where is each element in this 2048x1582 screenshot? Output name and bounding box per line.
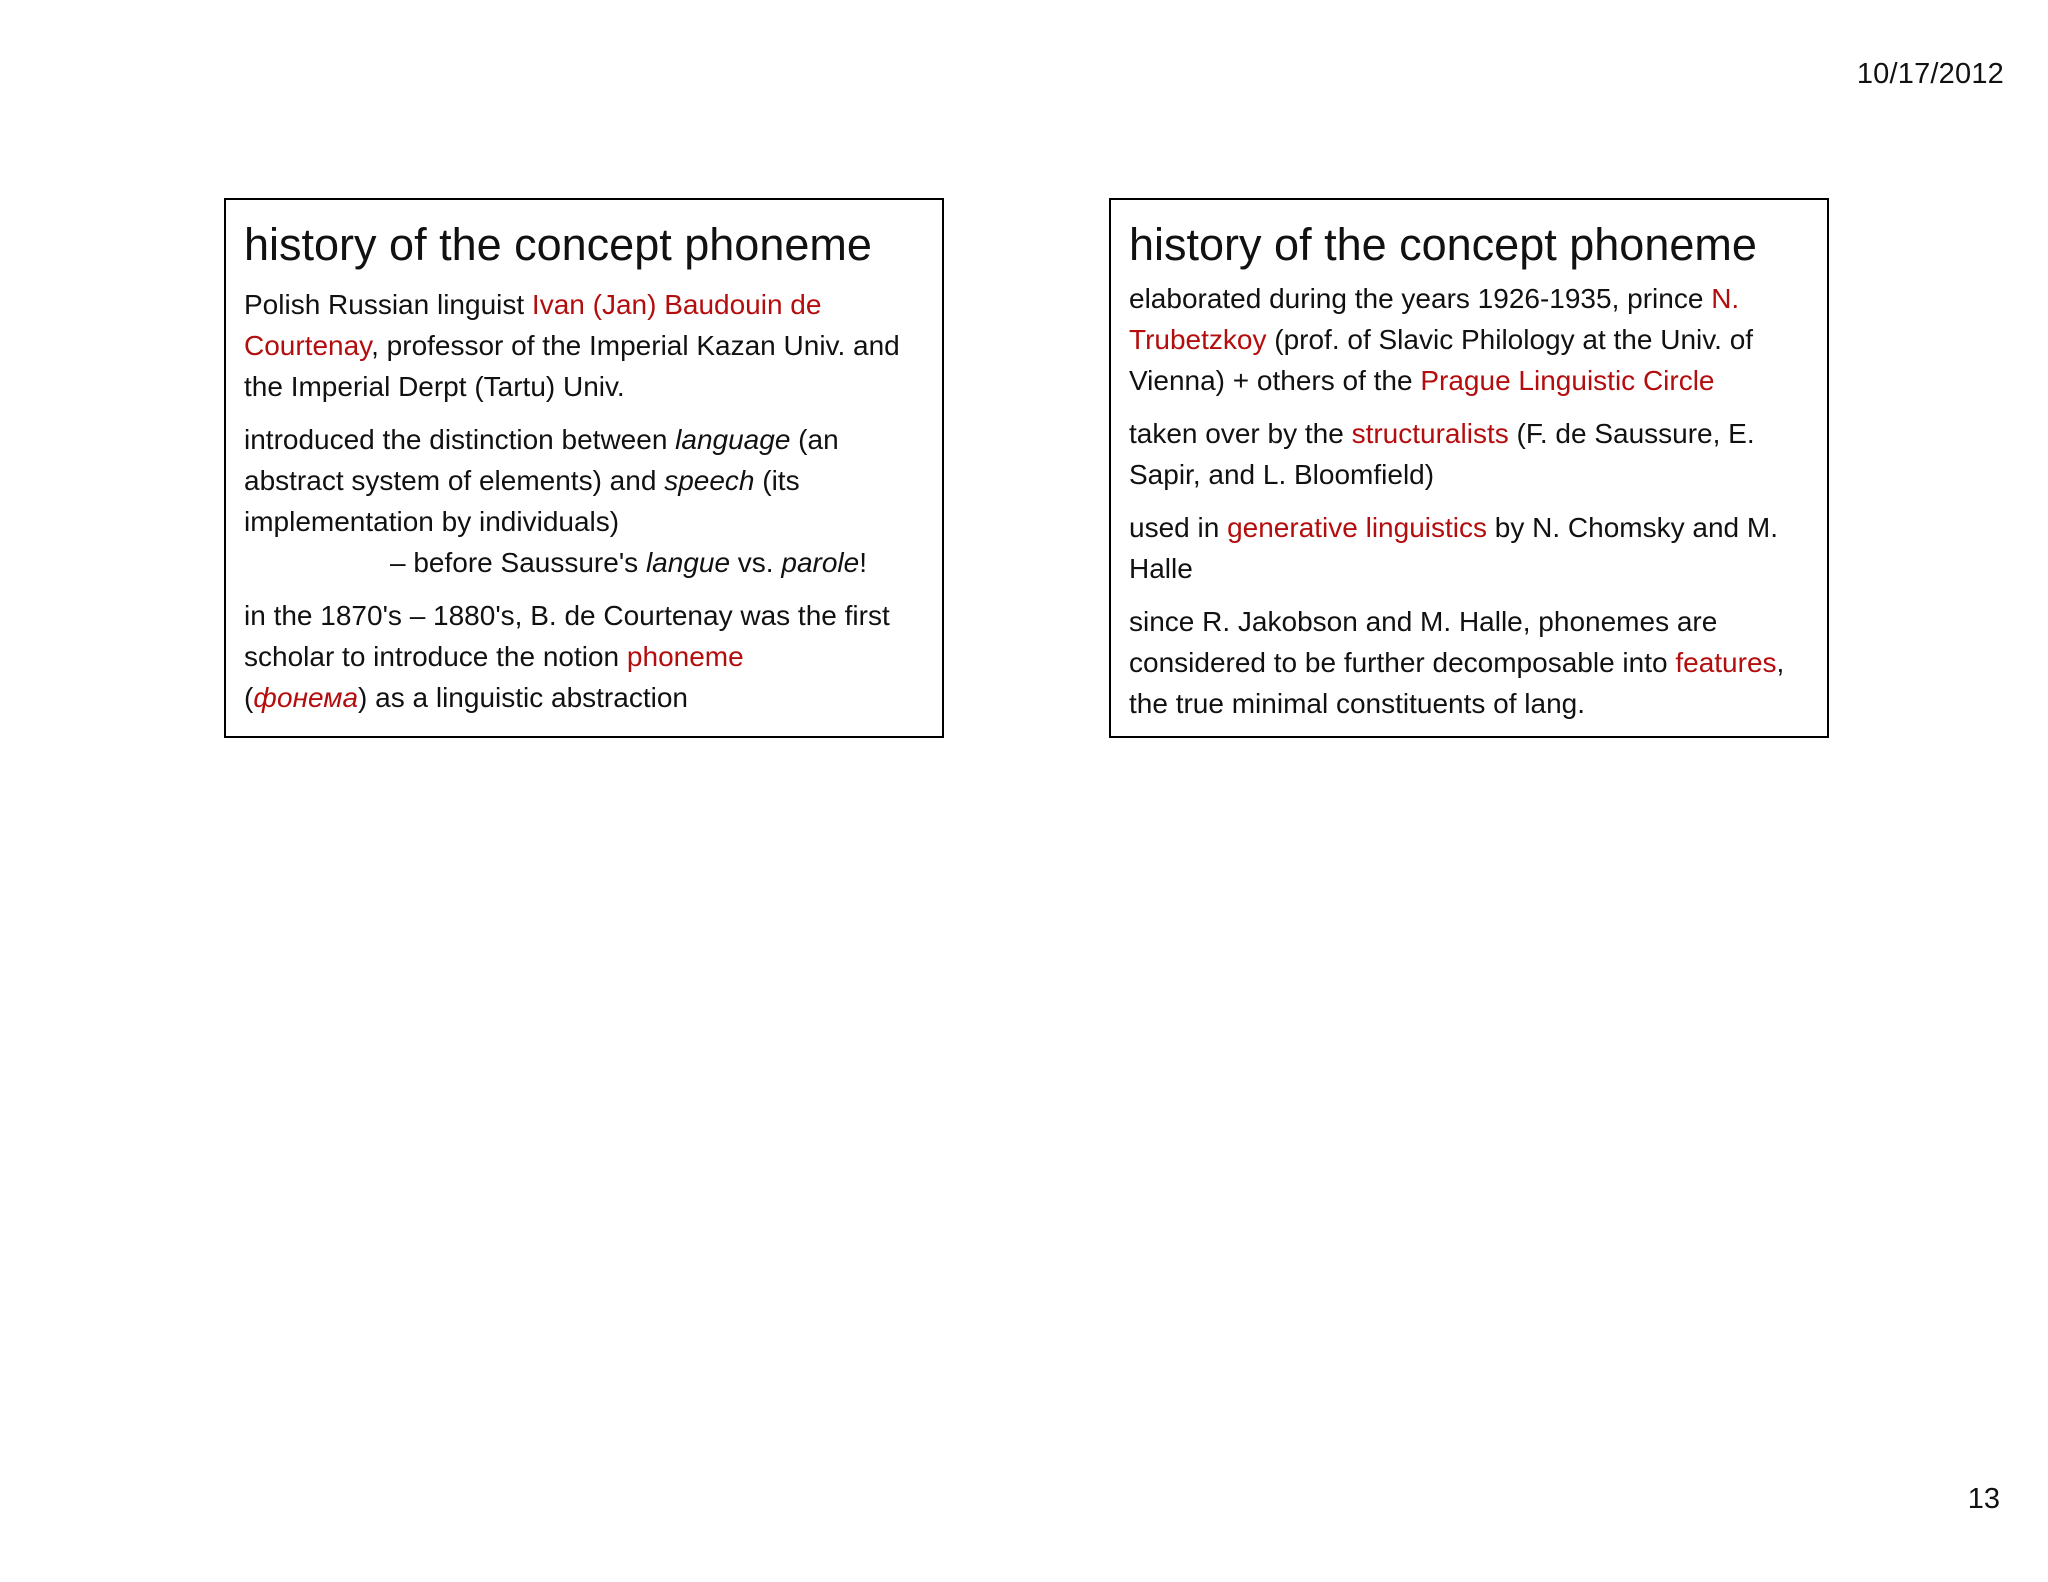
text: (an abstract system of elements) and [244, 424, 839, 496]
text: taken over by the [1129, 418, 1352, 449]
text: ( [244, 682, 254, 713]
highlight-name-baudouin: Ivan (Jan) Baudouin de Courtenay [244, 289, 822, 361]
highlight-structuralists: structuralists [1351, 418, 1509, 449]
term-language: language [675, 424, 791, 455]
term-langue: langue [645, 547, 731, 578]
highlight-name-trubetzkoy: N. Trubetzkoy [1129, 283, 1740, 355]
text: used in [1129, 512, 1228, 543]
text: vs. [730, 547, 782, 578]
text: , professor of the Imperial Kazan Univ. and the Imperial Derpt (Tartu) Univ. [244, 330, 900, 402]
text: ! [859, 547, 867, 578]
slide-right [1109, 198, 1829, 738]
text: , the true minimal constituents of lang. [1129, 647, 1785, 719]
highlight-generative-linguistics: generative linguistics [1227, 512, 1487, 543]
text: since R. Jakobson and M. Halle, phonemes are considered to be further decomposable into [1129, 606, 1718, 678]
paragraph-trubetzkoy [1129, 278, 1809, 401]
paragraph-phoneme-intro [244, 595, 924, 718]
text: introduced the distinction between [244, 424, 676, 455]
slide-title: history of the concept phoneme [1129, 219, 1757, 270]
text: – before Saussure's [390, 547, 646, 578]
paragraph-language-speech [244, 419, 924, 583]
text: (its implementation by individuals) [244, 465, 800, 537]
paragraph-baudouin [244, 284, 924, 407]
text: ) as a linguistic abstraction [358, 682, 688, 713]
text: (F. de Saussure, E. Sapir, and L. Bloomfield) [1129, 418, 1755, 490]
text: in the 1870's – 1880's, B. de Courtenay was the first scholar to introduce the notion [244, 600, 890, 672]
indented-note [244, 542, 924, 583]
paragraph-generative [1129, 507, 1809, 589]
paragraph-structuralists [1129, 413, 1809, 495]
text: by N. Chomsky and M. Halle [1129, 512, 1778, 584]
text: (prof. of Slavic Philology at the Univ. of Vienna) + others of the [1129, 324, 1754, 396]
highlight-prague-circle: Prague Linguistic Circle [1420, 365, 1715, 396]
paragraph-features [1129, 601, 1809, 724]
term-parole: parole [781, 547, 860, 578]
text: Polish Russian linguist [244, 289, 532, 320]
highlight-phoneme: phoneme [626, 641, 744, 672]
text: elaborated during the years 1926-1935, prince [1129, 283, 1712, 314]
page-date: 10/17/2012 [1856, 58, 2004, 90]
highlight-fonema: фонема [253, 682, 359, 713]
slide-left [224, 198, 944, 738]
page-number: 13 [1967, 1483, 2000, 1515]
highlight-features: features [1675, 647, 1777, 678]
slide-title: history of the concept phoneme [244, 219, 872, 270]
term-speech: speech [664, 465, 755, 496]
